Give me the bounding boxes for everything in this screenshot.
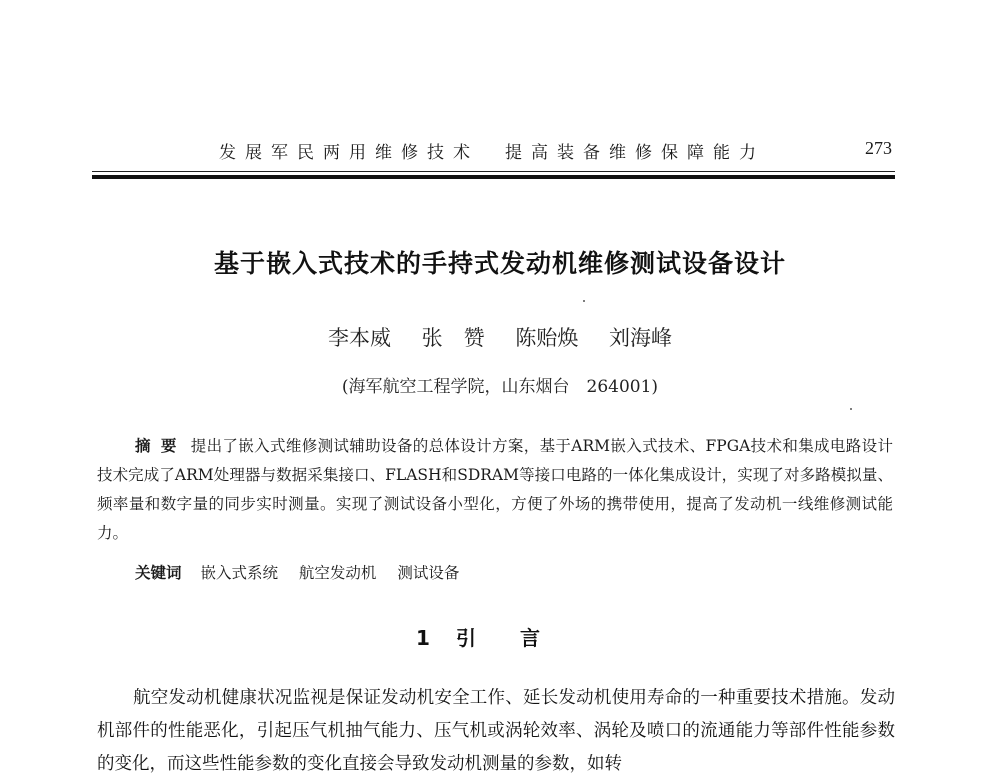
keyword: 嵌入式系统	[200, 564, 278, 582]
running-header	[92, 138, 892, 164]
body-paragraph: 航空发动机健康状况监视是保证发动机安全工作、延长发动机使用寿命的一种重要技术措施。发动机部件的性能恶化，引起压气机抽气能力、压气机或涡轮效率、涡轮及喷口的流通能力等部件性能参数的变化，而这些性能参数的变化直接会导致发动机测量的参数，如转	[97, 688, 895, 774]
page-number: 273	[865, 138, 892, 158]
author-name: 张 赞	[421, 326, 485, 350]
abstract	[97, 432, 893, 548]
keyword: 测试设备	[397, 564, 460, 582]
author-list	[0, 322, 1000, 352]
running-title: 发展军民两用维修技术 提高装备维修保障能力	[219, 143, 765, 163]
keywords-label: 关键词	[135, 564, 182, 582]
section-number: 1	[416, 626, 430, 650]
keyword: 航空发动机	[298, 564, 377, 582]
scan-speck	[850, 408, 852, 410]
header-rule-thin	[92, 171, 895, 172]
author-affiliation: (海军航空工程学院，山东烟台 264001)	[341, 377, 659, 397]
author-name: 李本威	[327, 326, 391, 350]
author-name: 刘海峰	[609, 326, 673, 350]
header-rule-thick	[92, 175, 895, 179]
scan-speck	[583, 300, 585, 302]
abstract-text: 提出了嵌入式维修测试辅助设备的总体设计方案，基于ARM嵌入式技术、FPGA技术和集成电路设计技术完成了ARM处理器与数据采集接口、FLASH和SDRAM等接口电路的一体化集成设计，实现了对多路模拟量、频率量和数字量的同步实时测量。实现了测试设备小型化，方便了外场的携带使用，提高了发动机一线维修测试能力。	[97, 437, 893, 542]
section-heading	[0, 622, 1000, 651]
paper-title: 基于嵌入式技术的手持式发动机维修测试设备设计	[213, 249, 786, 278]
keywords	[135, 561, 475, 583]
abstract-label: 摘要	[135, 437, 187, 455]
section-title: 引言	[455, 626, 584, 650]
author-name: 陈贻焕	[515, 326, 579, 350]
